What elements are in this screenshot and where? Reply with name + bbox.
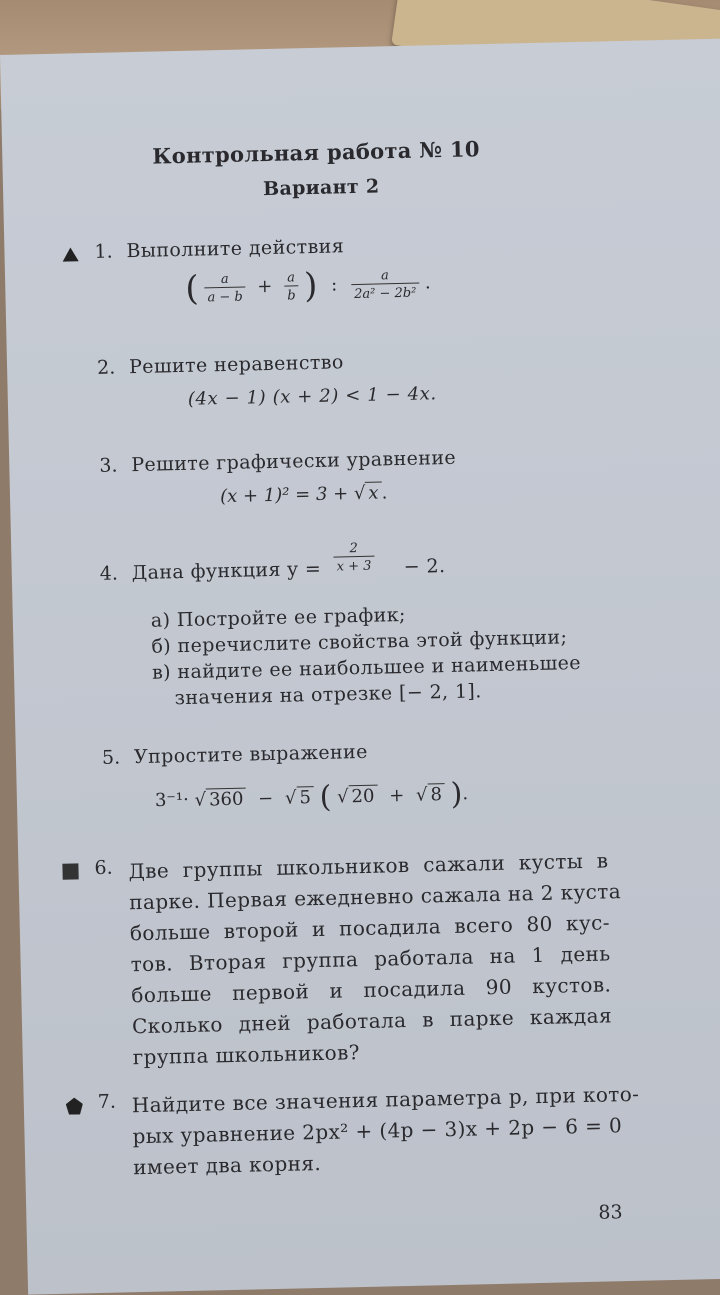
task-4-item-c-continued: значения на отрезке [− 2, 1]. <box>174 680 482 710</box>
fraction-2-denominator: b <box>284 285 299 303</box>
end-dot: . <box>462 783 469 805</box>
task-4-number: 4. <box>99 562 119 585</box>
task-3-expression: (x + 1)² = 3 + √ x . <box>219 482 388 508</box>
task-6-line: группа школьников? <box>132 1040 361 1070</box>
task-2-expression: (4x − 1) (x + 2) < 1 − 4x. <box>187 383 437 410</box>
task-5-text: Упростите выражение <box>133 740 368 769</box>
task-2-number: 2. <box>96 356 116 379</box>
task-3-number: 3. <box>99 454 118 477</box>
plus-sign: + <box>388 784 405 806</box>
fraction-1-numerator: a <box>220 271 229 287</box>
radicand-3: 20 <box>348 784 377 807</box>
task-2-text: Решите неравенство <box>128 351 344 379</box>
task-4-item-c: в) найдите ее наибольшее и наименьшее <box>151 651 582 684</box>
task-4-item-a: а) Постройте ее график; <box>150 603 407 632</box>
page-title: Контрольная работа № 10 <box>152 136 481 169</box>
radicand-2: 5 <box>296 786 314 808</box>
task-7-line: рых уравнение 2px² + (4p − 3)x + 2p − 6 = 0 <box>132 1113 623 1149</box>
division-sign: : <box>330 274 338 296</box>
variant-label: Вариант 2 <box>262 175 380 201</box>
coefficient: 3⁻¹· <box>154 789 190 812</box>
fraction-3-numerator: a <box>380 267 389 283</box>
task-5-number: 5. <box>101 746 121 769</box>
equation-left: (x + 1)² = 3 + <box>219 483 349 508</box>
task-6-line: Две группы школьников сажали кусты в <box>128 848 609 884</box>
task-1-number: 1. <box>94 240 113 263</box>
square-marker-icon <box>62 863 78 879</box>
task-6-line: Сколько дней работала в парке каждая <box>131 1003 613 1039</box>
triangle-marker-icon <box>62 247 78 261</box>
task-7-line: имеет два корня. <box>132 1151 322 1180</box>
task-5-expression: 3⁻¹· √ 360 − √ 5 ( √ 20 + √ 8 ). <box>154 776 469 815</box>
radicand: x <box>365 481 382 503</box>
radicand-4: 8 <box>427 783 445 805</box>
fraction-denominator: x + 3 <box>333 556 374 575</box>
task-6-line: больше второй и посадила всего 80 кус- <box>129 910 611 946</box>
fraction-3-denominator: 2a² − 2b² <box>351 282 420 302</box>
task-6-number: 6. <box>94 856 113 880</box>
pentagon-marker-icon <box>66 1097 83 1114</box>
task-3-text: Решите графически уравнение <box>131 446 457 477</box>
task-7-line: Найдите все значения параметра p, при кото- <box>131 1081 640 1118</box>
end-dot: . <box>424 272 431 294</box>
task-6-body <box>128 845 622 1073</box>
task-6-line: парке. Первая ежедневно сажала на 2 куста <box>128 879 622 915</box>
end-dot: . <box>381 482 388 504</box>
page-number: 83 <box>598 1201 623 1224</box>
task-4-tail: − 2. <box>403 555 446 578</box>
task-6-line: больше первой и посадила 90 кустов. <box>131 972 612 1008</box>
fraction-2-numerator: a <box>287 269 296 286</box>
fraction-numerator: 2 <box>349 541 358 557</box>
task-7-number: 7. <box>97 1090 117 1114</box>
task-4-item-b: б) перечислите свойства этой функции; <box>151 626 568 658</box>
task-4-fraction <box>333 541 375 575</box>
textbook-page <box>0 38 720 1294</box>
task-1-expression: ( $\frac{a}{a - b}$ + $\frac{a}{b}$ ) : $\frac{a}{\text{2a² − 2b²}}$ . <box>184 265 431 309</box>
radicand-1: 360 <box>206 787 247 810</box>
task-6-line: тов. Вторая группа работала на 1 день <box>130 941 611 977</box>
plus-sign: + <box>257 275 273 298</box>
task-1-text: Выполните действия <box>126 235 345 263</box>
task-7-body <box>131 1079 640 1183</box>
fraction-1-denominator: a − b <box>204 286 246 305</box>
task-4-text: Дана функция y = <box>131 557 322 585</box>
minus-sign: − <box>257 787 274 809</box>
